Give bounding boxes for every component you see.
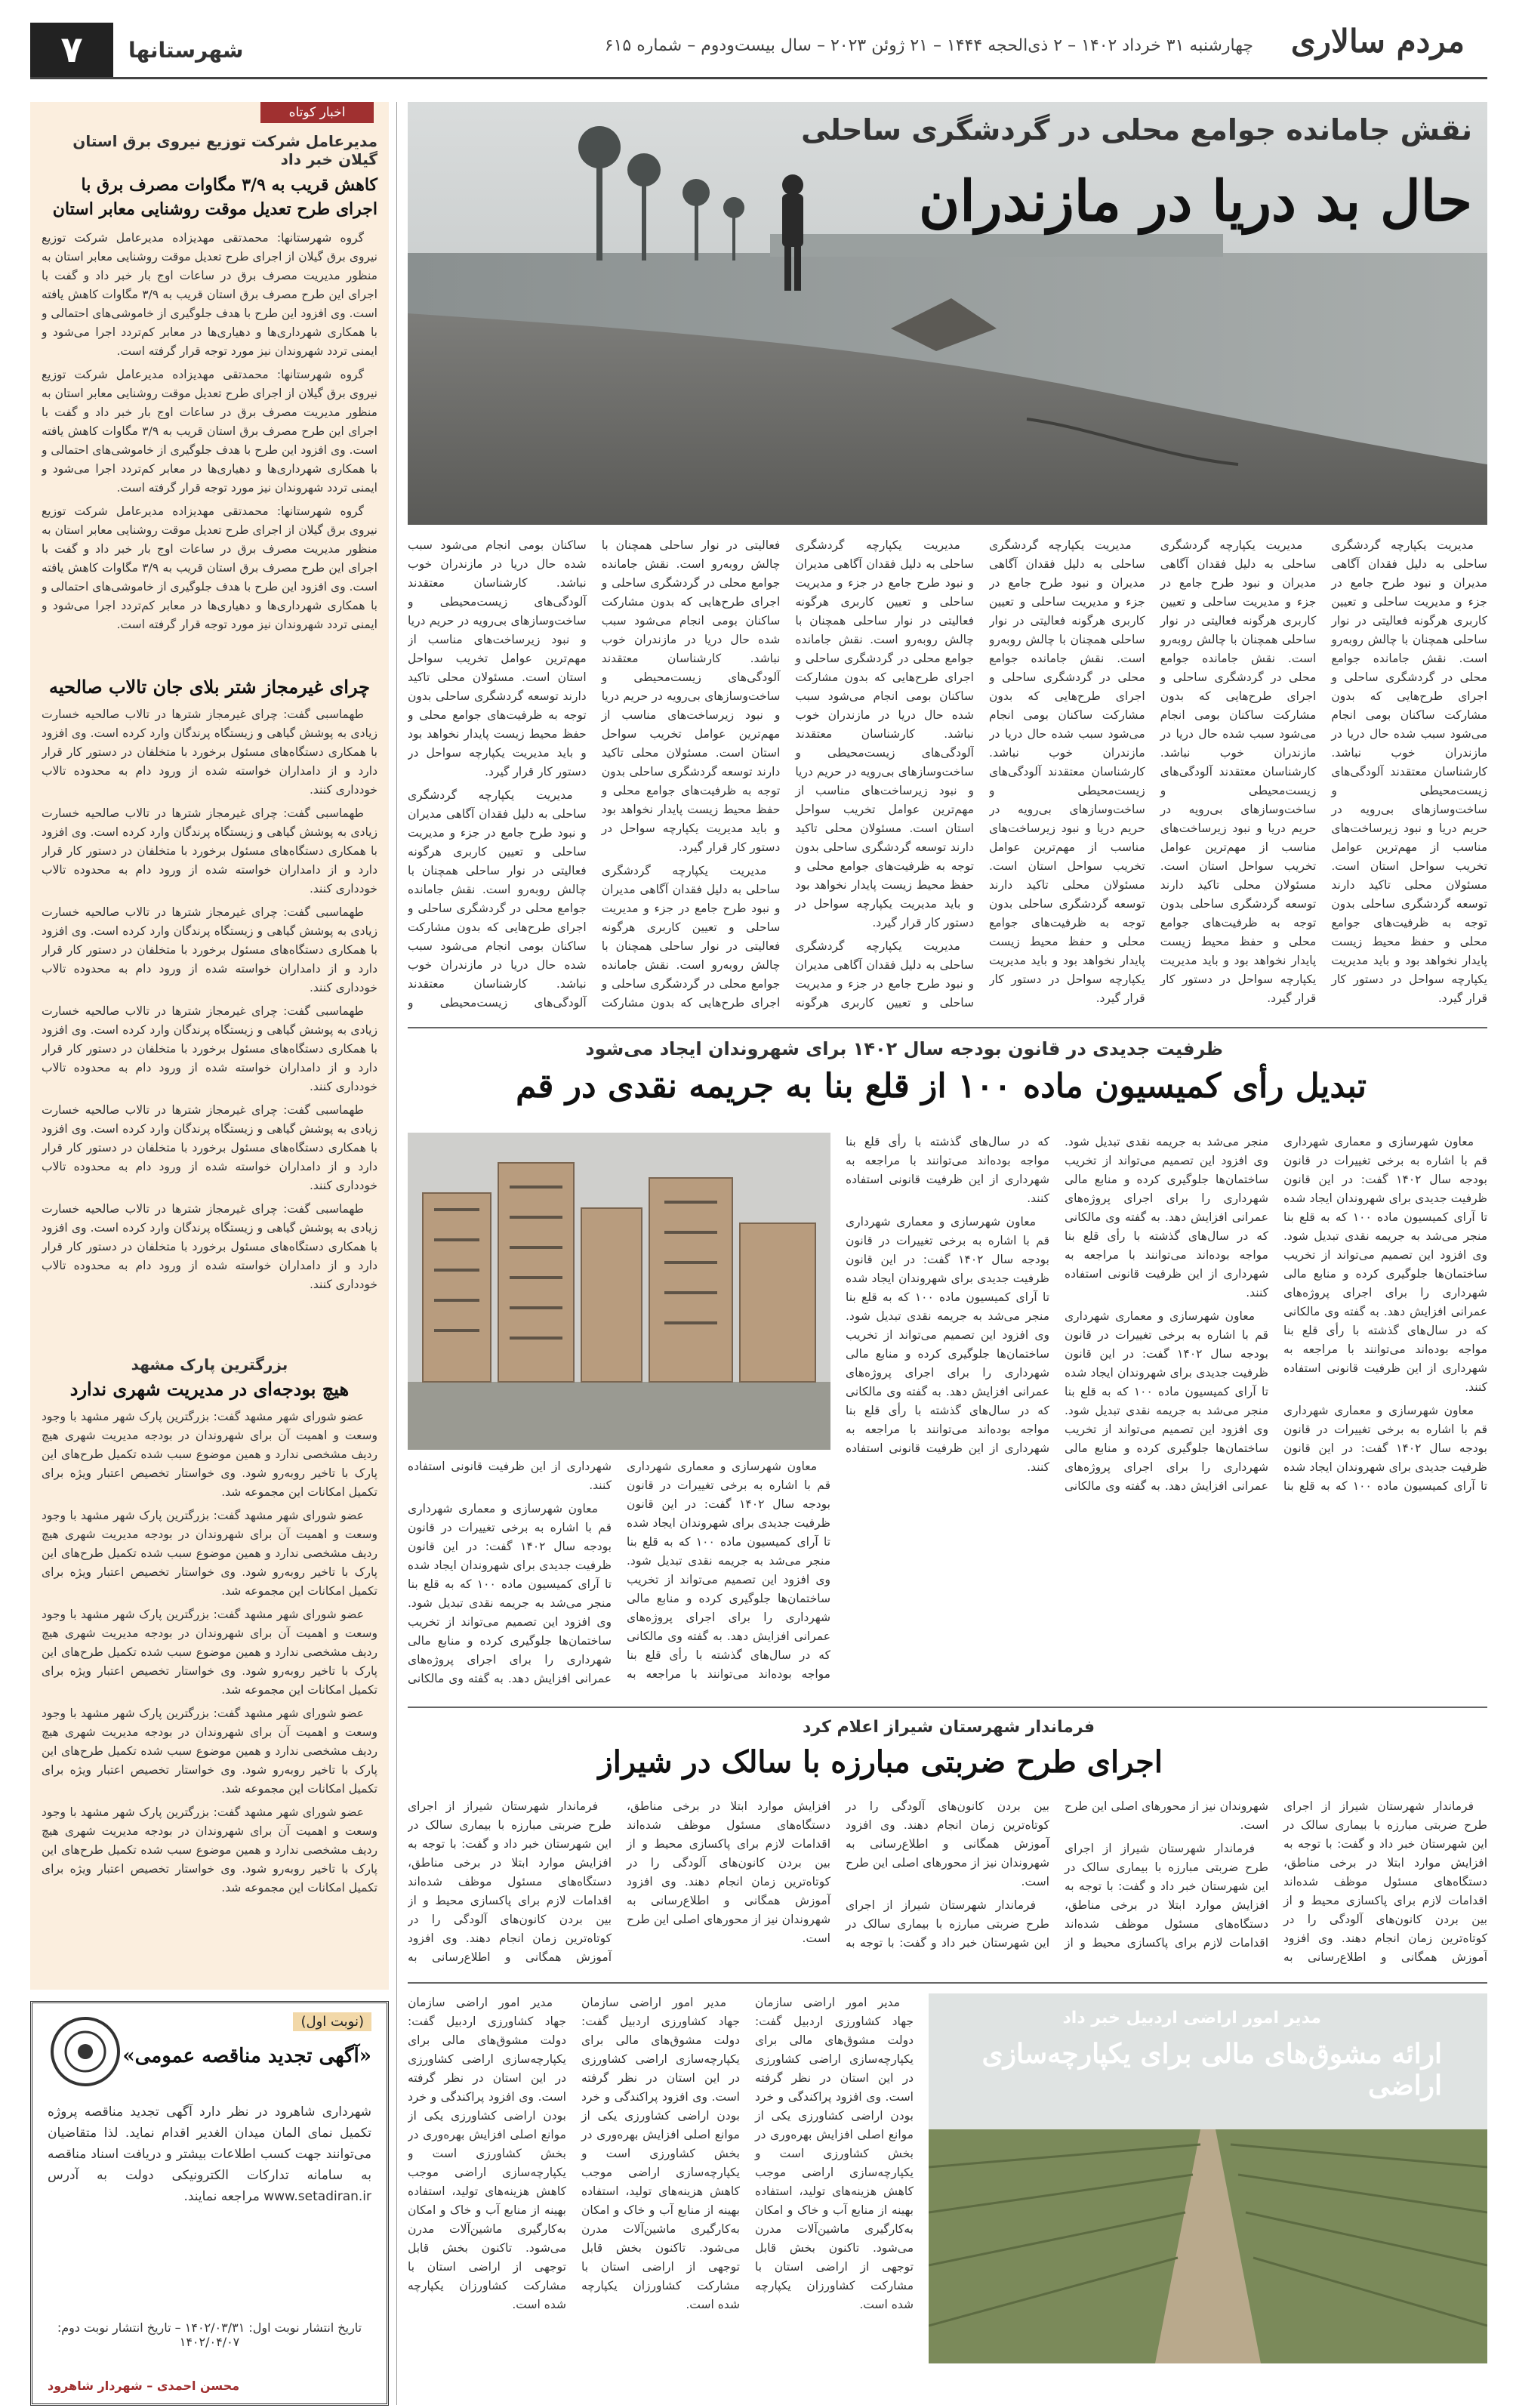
brief-item: بزرگترین پارک مشهد هیچ بودجه‌ای در مدیریت شهری ندارد عضو شورای شهر مشهد گفت: بزرگترین پارک شهر مشهد با وجود وسعت و اهمیت آن برای شهروندان در بودجه مدیریت شهری هیچ ردیف مشخصی ندارد و همین موضوع سبب شده تکمیل طرح‌های این پارک با تاخیر روبه‌رو شود. وی خواستار تخصیص اعتبار ویژه برای تکمیل امکانات این مجموعه شد. عضو شورای شهر مشهد گفت: بزرگترین پارک شهر مشهد با وجود وسعت و اهمیت آن برای شهروندان در بودجه مدیریت شهری هیچ ردیف مشخصی ندارد و همین موضوع سبب شده تکمیل طرح‌های این پارک با تاخیر روبه‌رو شود. وی خواستار تخصیص اعتبار ویژه برای تکمیل امکانات این مجموعه شد. عضو شورای شهر مشهد گفت: بزرگترین پارک شهر مشهد با وجود وسعت و اهمیت آن برای شهروندان در بودجه مدیریت شهری هیچ ردیف مشخصی ندارد و همین موضوع سبب شده تکمیل طرح‌های این پارک با تاخیر روبه‌رو شود. وی خواستار تخصیص اعتبار ویژه برای تکمیل امکانات این مجموعه شد. عضو شورای شهر مشهد گفت: بزرگترین پارک شهر مشهد با وجود وسعت و اهمیت آن برای شهروندان در بودجه مدیریت شهری هیچ ردیف مشخصی ندارد و همین موضوع سبب شده تکمیل طرح‌های این پارک با تاخیر روبه‌رو شود. وی خواستار تخصیص اعتبار ویژه برای تکمیل امکانات این مجموعه شد. عضو شورای شهر مشهد گفت: بزرگترین پارک شهر مشهد با وجود وسعت و اهمیت آن برای شهروندان در بودجه مدیریت شهری هیچ ردیف مشخصی ندارد و همین موضوع سبب شده تکمیل طرح‌های این پارک با تاخیر روبه‌رو شود. وی خواستار تخصیص اعتبار ویژه برای تکمیل امکانات این مجموعه شد. xyxy=(42,1355,377,1895)
brief-news-tag: اخبار کوتاه xyxy=(260,102,374,123)
divider xyxy=(408,1027,1487,1028)
brief-kicker: بزرگترین پارک مشهد xyxy=(131,1355,288,1374)
apartments-photo xyxy=(408,1133,830,1450)
ad-title: «آگهی تجدید مناقصه عمومی» xyxy=(122,2045,371,2067)
ardabil-body: مدیر امور اراضی سازمان جهاد کشاورزی اردبیل گفت: دولت مشوق‌های مالی برای یکپارچه‌سازی اراضی کشاورزی در این استان در نظر گرفته است. وی افزود پراکندگی و خرد بودن اراضی کشاورزی یکی از موانع اصلی افزایش بهره‌وری در بخش کشاورزی است و یکپارچه‌سازی اراضی موجب کاهش هزینه‌های تولید، استفاده بهینه از منابع آب و خاک و امکان به‌کارگیری ماشین‌آلات مدرن می‌شود. تاکنون بخش قابل توجهی از اراضی استان با مشارکت کشاورزان یکپارچه شده است. مدیر امور اراضی سازمان جهاد کشاورزی اردبیل گفت: دولت مشوق‌های مالی برای یکپارچه‌سازی اراضی کشاورزی در این استان در نظر گرفته است. وی افزود پراکندگی و خرد بودن اراضی کشاورزی یکی از موانع اصلی افزایش بهره‌وری در بخش کشاورزی است و یکپارچه‌سازی اراضی موجب کاهش هزینه‌های تولید، استفاده بهینه از منابع آب و خاک و امکان به‌کارگیری ماشین‌آلات مدرن می‌شود. تاکنون بخش قابل توجهی از اراضی استان با مشارکت کشاورزان یکپارچه شده است. مدیر امور اراضی سازمان جهاد کشاورزی اردبیل گفت: دولت مشوق‌های مالی برای یکپارچه‌سازی اراضی کشاورزی در این استان در نظر گرفته است. وی افزود پراکندگی و خرد بودن اراضی کشاورزی یکی از موانع اصلی افزایش بهره‌وری در بخش کشاورزی است و یکپارچه‌سازی اراضی موجب کاهش هزینه‌های تولید، استفاده بهینه از منابع آب و خاک و امکان به‌کارگیری ماشین‌آلات مدرن می‌شود. تاکنون بخش قابل توجهی از اراضی استان با مشارکت کشاورزان یکپارچه شده است. xyxy=(408,1996,914,2311)
page-number: ۷ xyxy=(30,23,113,77)
brief-title: کاهش قریب به ۳/۹ مگاوات مصرف برق با اجرای طرح تعدیل موقت روشنایی معابر استان xyxy=(52,175,377,219)
brief-title: چرای غیرمجاز شتر بلای جان تالاب صالحیه xyxy=(49,676,370,698)
budget-body-continued: معاون شهرسازی و معماری شهرداری قم با اشاره به برخی تغییرات در قانون بودجه سال ۱۴۰۲ گفت: در این قانون ظرفیت جدیدی برای شهروندان ایجاد شده تا آرای کمیسیون ماده ۱۰۰ که به قلع بنا منجر می‌شد به جریمه نقدی تبدیل شود. وی افزود این تصمیم می‌تواند از تخریب ساختمان‌ها جلوگیری کرده و منابع مالی شهرداری را برای اجرای پروژه‌های عمرانی افزایش دهد. به گفته وی مالکانی که در سال‌های گذشته با رأی قلع بنا مواجه بوده‌اند می‌توانند با مراجعه به شهرداری از این ظرفیت قانونی استفاده کنند. معاون شهرسازی و معماری شهرداری قم با اشاره به برخی تغییرات در قانون بودجه سال ۱۴۰۲ گفت: در این قانون ظرفیت جدیدی برای شهروندان ایجاد شده تا آرای کمیسیون ماده ۱۰۰ که به قلع بنا منجر می‌شد به جریمه نقدی تبدیل شود. وی افزود این تصمیم می‌تواند از تخریب ساختمان‌ها جلوگیری کرده و منابع مالی شهرداری را برای اجرای پروژه‌های عمرانی افزایش دهد. به گفته وی مالکانی xyxy=(408,1460,830,1685)
lead-body: مدیریت یکپارچه گردشگری ساحلی به دلیل فقدان آگاهی مدیران و نبود طرح جامع در جزء و مدیریت ساحلی و تعیین کاربری هرگونه فعالیتی در نوار ساحلی همچنان با چالش روبه‌رو است. نقش جامانده جوامع محلی در گردشگری ساحلی و اجرای طرح‌هایی که بدون مشارکت ساکنان بومی انجام می‌شود سبب شده حال دریا در مازندران خوب نباشد. کارشناسان معتقدند آلودگی‌های زیست‌محیطی و ساخت‌وسازهای بی‌رویه در حریم دریا و نبود زیرساخت‌های مناسب از مهم‌ترین عوامل تخریب سواحل استان است. مسئولان محلی تاکید دارند توسعه گردشگری ساحلی بدون توجه به ظرفیت‌های جوامع محلی و حفظ محیط زیست پایدار نخواهد بود و باید مدیریت یکپارچه سواحل در دستور کار قرار گیرد. مدیریت یکپارچه گردشگری ساحلی به دلیل فقدان آگاهی مدیران و نبود طرح جامع در جزء و مدیریت ساحلی و تعیین کاربری هرگونه فعالیتی در نوار ساحلی همچنان با چالش روبه‌رو است. نقش جامانده جوامع محلی در گردشگری ساحلی و اجرای طرح‌هایی که بدون مشارکت ساکنان بومی انجام می‌شود سبب شده حال دریا در مازندران خوب نباشد. کارشناسان معتقدند آلودگی‌های زیست‌محیطی و ساخت‌وسازهای بی‌رویه در حریم دریا و نبود زیرساخت‌های مناسب از مهم‌ترین عوامل تخریب سواحل استان است. مسئولان محلی تاکید دارند توسعه گردشگری ساحلی بدون توجه به ظرفیت‌های جوامع محلی و حفظ محیط زیست پایدار نخواهد بود و باید مدیریت یکپارچه سواحل در دستور کار قرار گیرد. مدیریت یکپارچه گردشگری ساحلی به دلیل فقدان آگاهی مدیران و نبود طرح جامع در جزء و مدیریت ساحلی و تعیین کاربری هرگونه فعالیتی در نوار ساحلی همچنان با چالش روبه‌رو است. نقش جامانده جوامع محلی در گردشگری ساحلی و اجرای طرح‌هایی که بدون مشارکت ساکنان بومی انجام می‌شود سبب شده حال دریا در مازندران خوب نباشد. کارشناسان معتقدند آلودگی‌های زیست‌محیطی و ساخت‌وسازهای بی‌رویه در حریم دریا و نبود زیرساخت‌های مناسب از مهم‌ترین عوامل تخریب سواحل استان است. مسئولان محلی تاکید دارند توسعه گردشگری ساحلی بدون توجه به ظرفیت‌های جوامع محلی و حفظ محیط زیست پایدار نخواهد بود و باید مدیریت یکپارچه سواحل در دستور کار قرار گیرد. xyxy=(989,538,1487,1005)
column-divider xyxy=(396,102,397,2405)
budget-photo xyxy=(408,1133,830,1450)
ad-dates: تاریخ انتشار نوبت اول: ۱۴۰۲/۰۳/۳۱ – تاریخ انتشار نوبت دوم: ۱۴۰۲/۰۴/۰۷ xyxy=(57,2320,362,2349)
brief-item: مدیرعامل شرکت توزیع نیروی برق استان گیلان خبر داد کاهش قریب به ۳/۹ مگاوات مصرف برق با اجرای طرح تعدیل موقت روشنایی معابر استان گروه شهرستانها: محمدتقی مهدیزاده مدیرعامل شرکت توزیع نیروی برق گیلان از اجرای طرح تعدیل موقت روشنایی معابر استان به منظور مدیریت مصرف برق در ساعات اوج بار خبر داد و گفت با اجرای این طرح مصرف برق استان قریب به ۳/۹ مگاوات کاهش یافته است. وی افزود این طرح با هدف جلوگیری از خاموشی‌های احتمالی و با همکاری شهرداری‌ها و دهیاری‌ها در معابر کم‌تردد اجرا می‌شود و ایمنی تردد شهروندان نیز مورد توجه قرار گرفته است. گروه شهرستانها: محمدتقی مهدیزاده مدیرعامل شرکت توزیع نیروی برق گیلان از اجرای طرح تعدیل موقت روشنایی معابر استان به منظور مدیریت مصرف برق در ساعات اوج بار خبر داد و گفت با اجرای این طرح مصرف برق استان قریب به ۳/۹ مگاوات کاهش یافته است. وی افزود این طرح با هدف جلوگیری از خاموشی‌های احتمالی و با همکاری شهرداری‌ها و دهیاری‌ها در معابر کم‌تردد اجرا می‌شود و ایمنی تردد شهروندان نیز مورد توجه قرار گرفته است. گروه شهرستانها: محمدتقی مهدیزاده مدیرعامل شرکت توزیع نیروی برق گیلان از اجرای طرح تعدیل موقت روشنایی معابر استان به منظور مدیریت مصرف برق در ساعات اوج بار خبر داد و گفت با اجرای این طرح مصرف برق استان قریب به ۳/۹ مگاوات کاهش یافته است. وی افزود این طرح با هدف جلوگیری از خاموشی‌های احتمالی و با همکاری شهرداری‌ها و دهیاری‌ها در معابر کم‌تردد اجرا می‌شود و ایمنی تردد شهروندان نیز مورد توجه قرار گرفته است. xyxy=(42,132,377,631)
shiraz-title: اجرای طرح ضربتی مبارزه با سالک در شیراز xyxy=(598,1744,1163,1780)
ad-body: شهرداری شاهرود در نظر دارد آگهی تجدید مناقصه پروژه تکمیل نمای المان میدان الغدیر اقدام نماید. لذا متقاضیان می‌توانند جهت کسب اطلاعات بیشتر و دریافت اسناد مناقصه به سامانه تدارکات الکترونیکی دولت به آدرس www.setadiran.ir مراجعه نمایند. xyxy=(48,2104,371,2204)
masthead xyxy=(30,23,1487,79)
budget-body: معاون شهرسازی و معماری شهرداری قم با اشاره به برخی تغییرات در قانون بودجه سال ۱۴۰۲ گفت: در این قانون ظرفیت جدیدی برای شهروندان ایجاد شده تا آرای کمیسیون ماده ۱۰۰ که به قلع بنا منجر می‌شد به جریمه نقدی تبدیل شود. وی افزود این تصمیم می‌تواند از تخریب ساختمان‌ها جلوگیری کرده و منابع مالی شهرداری را برای اجرای پروژه‌های عمرانی افزایش دهد. به گفته وی مالکانی که در سال‌های گذشته با رأی قلع بنا مواجه بوده‌اند می‌توانند با مراجعه به شهرداری از این ظرفیت قانونی استفاده کنند. معاون شهرسازی و معماری شهرداری قم با اشاره به برخی تغییرات در قانون بودجه سال ۱۴۰۲ گفت: در این قانون ظرفیت جدیدی برای شهروندان ایجاد شده تا آرای کمیسیون ماده ۱۰۰ که به قلع بنا منجر می‌شد به جریمه نقدی تبدیل شود. وی افزود این تصمیم می‌تواند از تخریب ساختمان‌ها جلوگیری کرده و منابع مالی شهرداری را برای اجرای پروژه‌های عمرانی افزایش دهد. به گفته وی مالکانی که در سال‌های گذشته با رأی قلع بنا مواجه بوده‌اند می‌توانند با مراجعه به شهرداری از این ظرفیت قانونی استفاده کنند. معاون شهرسازی و معماری شهرداری قم با اشاره به برخی تغییرات در قانون بودجه سال ۱۴۰۲ گفت: در این قانون ظرفیت جدیدی برای شهروندان ایجاد شده تا آرای کمیسیون ماده ۱۰۰ که به قلع بنا منجر می‌شد به جریمه نقدی تبدیل شود. وی افزود این تصمیم می‌تواند از تخریب ساختمان‌ها جلوگیری کرده و منابع مالی شهرداری را برای اجرای پروژه‌های عمرانی افزایش دهد. به گفته وی مالکانی که در سال‌های گذشته با رأی قلع بنا مواجه بوده‌اند می‌توانند با مراجعه به شهرداری از این ظرفیت قانونی استفاده کنند. معاون شهرسازی و معماری شهرداری قم با اشاره به برخی تغییرات در قانون بودجه سال ۱۴۰۲ گفت: در این قانون ظرفیت جدیدی برای شهروندان ایجاد شده تا آرای کمیسیون ماده ۱۰۰ که به قلع بنا منجر می‌شد به جریمه نقدی تبدیل شود. وی افزود این تصمیم می‌تواند از تخریب ساختمان‌ها جلوگیری کرده و منابع مالی شهرداری را برای اجرای پروژه‌های عمرانی افزایش دهد. به گفته وی مالکانی که در سال‌های گذشته با رأی قلع بنا مواجه بوده‌اند می‌توانند با مراجعه به شهرداری از این ظرفیت قانونی استفاده کنند. xyxy=(846,1135,1487,1493)
budget-kicker: ظرفیت جدیدی در قانون بودجه سال ۱۴۰۲ برای شهروندان ایجاد می‌شود xyxy=(585,1038,1223,1059)
lead-title: حال بد دریا در مازندران xyxy=(918,169,1472,234)
budget-title: تبدیل رأی کمیسیون ماده ۱۰۰ از قلع بنا به جریمه نقدی در قم xyxy=(516,1067,1367,1105)
shiraz-body: فرماندار شهرستان شیراز از اجرای طرح ضربتی مبارزه با بیماری سالک در این شهرستان خبر داد و گفت: با توجه به افزایش موارد ابتلا در برخی مناطق، دستگاه‌های مسئول موظف شده‌اند اقدامات لازم برای پاکسازی محیط و از بین بردن کانون‌های آلودگی را در کوتاه‌ترین زمان انجام دهند. وی افزود آموزش همگانی و اطلاع‌رسانی به شهروندان نیز از محورهای اصلی این طرح است. فرماندار شهرستان شیراز از اجرای طرح ضربتی مبارزه با بیماری سالک در این شهرستان خبر داد و گفت: با توجه به افزایش موارد ابتلا در برخی مناطق، دستگاه‌های مسئول موظف شده‌اند اقدامات لازم برای پاکسازی محیط و از بین بردن کانون‌های آلودگی را در کوتاه‌ترین زمان انجام دهند. وی افزود آموزش همگانی و اطلاع‌رسانی به شهروندان نیز از محورهای اصلی این طرح است. فرماندار شهرستان شیراز از اجرای طرح ضربتی مبارزه با بیماری سالک در این شهرستان خبر داد و گفت: با توجه به افزایش موارد ابتلا در برخی مناطق، دستگاه‌های مسئول موظف شده‌اند اقدامات لازم برای پاکسازی محیط و از بین بردن کانون‌های آلودگی را در کوتاه‌ترین زمان انجام دهند. وی افزود آموزش همگانی و اطلاع‌رسانی به شهروندان نیز از محورهای اصلی این طرح است. فرماندار شهرستان شیراز از اجرای طرح ضربتی مبارزه با بیماری سالک در این شهرستان خبر داد و گفت: با توجه به افزایش موارد ابتلا در برخی مناطق، دستگاه‌های مسئول موظف شده‌اند اقدامات لازم برای پاکسازی محیط و از بین بردن کانون‌های آلودگی را در کوتاه‌ترین زمان انجام دهند. وی افزود آموزش همگانی و اطلاع‌رسانی به xyxy=(408,1799,1487,1964)
ardabil-title: ارائه مشوق‌های مالی برای یکپارچه‌سازی اراضی xyxy=(981,2038,1442,2101)
section-title: شهرستانها xyxy=(128,38,244,63)
lead-kicker: نقش جامانده جوامع محلی در گردشگری ساحلی xyxy=(801,113,1472,146)
newspaper-logo: مردم سالاری xyxy=(1290,23,1465,60)
ardabil-kicker: مدیر امور اراضی اردبیل خبر داد xyxy=(1062,2009,1321,2027)
ad-signature: محسن احمدی – شهردار شاهرود xyxy=(48,2379,240,2393)
ad-notice-tag: (نوبت اول) xyxy=(293,2012,371,2031)
brief-title: هیچ بودجه‌ای در مدیریت شهری ندارد xyxy=(69,1378,350,1400)
municipality-logo-icon xyxy=(48,2014,123,2089)
divider xyxy=(408,1707,1487,1708)
brief-kicker: مدیرعامل شرکت توزیع نیروی برق استان گیلان خبر داد xyxy=(72,132,377,168)
issue-line: چهارشنبه ۳۱ خرداد ۱۴۰۲ – ۲ ذی‌الحجه ۱۴۴۴ – ۲۱ ژوئن ۲۰۲۳ – سال بیست‌ودوم – شماره ۶۱۵ xyxy=(604,36,1253,55)
lead-body-continued: مدیریت یکپارچه گردشگری ساحلی به دلیل فقدان آگاهی مدیران و نبود طرح جامع در جزء و مدیریت ساحلی و تعیین کاربری هرگونه فعالیتی در نوار ساحلی همچنان با چالش روبه‌رو است. نقش جامانده جوامع محلی در گردشگری ساحلی و اجرای طرح‌هایی که بدون مشارکت ساکنان بومی انجام می‌شود سبب شده حال دریا در مازندران خوب نباشد. کارشناسان معتقدند آلودگی‌های زیست‌محیطی و ساخت‌وسازهای بی‌رویه در حریم دریا و نبود زیرساخت‌های مناسب از مهم‌ترین عوامل تخریب سواحل استان است. مسئولان محلی تاکید دارند توسعه گردشگری ساحلی بدون توجه به ظرفیت‌های جوامع محلی و حفظ محیط زیست پایدار نخواهد بود و باید مدیریت یکپارچه سواحل در دستور کار قرار گیرد. مدیریت یکپارچه گردشگری ساحلی به دلیل فقدان آگاهی مدیران و نبود طرح جامع در جزء و مدیریت ساحلی و تعیین کاربری هرگونه فعالیتی در نوار ساحلی همچنان با چالش روبه‌رو است. نقش جامانده جوامع محلی در گردشگری ساحلی و اجرای طرح‌هایی که بدون مشارکت ساکنان بومی انجام می‌شود سبب شده حال دریا در مازندران خوب نباشد. کارشناسان معتقدند آلودگی‌های زیست‌محیطی و ساخت‌وسازهای بی‌رویه در حریم دریا و نبود زیرساخت‌های مناسب از مهم‌ترین عوامل تخریب سواحل استان است. مسئولان محلی تاکید دارند توسعه گردشگری ساحلی بدون توجه به ظرفیت‌های جوامع محلی و حفظ محیط زیست پایدار نخواهد بود و باید مدیریت یکپارچه سواحل در دستور کار قرار گیرد. مدیریت یکپارچه گردشگری ساحلی به دلیل فقدان آگاهی مدیران و نبود طرح جامع در جزء و مدیریت ساحلی و تعیین کاربری هرگونه فعالیتی در نوار ساحلی همچنان با چالش روبه‌رو است. نقش جامانده جوامع محلی در گردشگری ساحلی و اجرای طرح‌هایی که بدون مشارکت ساکنان بومی انجام می‌شود سبب شده حال دریا در مازندران خوب نباشد. کارشناسان معتقدند آلودگی‌های زیست‌محیطی و ساخت‌وسازهای بی‌رویه در حریم دریا و نبود زیرساخت‌های مناسب از مهم‌ترین عوامل تخریب سواحل استان است. مسئولان محلی تاکید دارند توسعه گردشگری ساحلی بدون توجه به ظرفیت‌های جوامع محلی و حفظ محیط زیست پایدار نخواهد بود و باید مدیریت یکپارچه سواحل در دستور کار قرار گیرد. مدیریت یکپارچه گردشگری ساحلی به دلیل فقدان آگاهی مدیران و نبود طرح جامع در جزء و مدیریت ساحلی و تعیین کاربری هرگونه فعالیتی در نوار ساحلی همچنان با چالش روبه‌رو است. نقش جامانده جوامع محلی در گردشگری ساحلی و اجرای طرح‌هایی که بدون مشارکت ساکنان بومی انجام می‌شود سبب شده حال دریا در مازندران خوب نباشد. کارشناسان معتقدند آلودگی‌های زیست‌محیطی و xyxy=(408,538,974,1010)
tender-advertisement xyxy=(30,2001,389,2406)
brief-item: چرای غیرمجاز شتر بلای جان تالاب صالحیه طهماسبی گفت: چرای غیرمجاز شترها در تالاب صالحیه خسارت زیادی به پوشش گیاهی و زیستگاه پرندگان وارد کرده است. وی افزود با همکاری دستگاه‌های مسئول برخورد با متخلفان در دستور کار قرار دارد و از دامداران خواسته شده از ورود دام به محدوده تالاب خودداری کنند. طهماسبی گفت: چرای غیرمجاز شترها در تالاب صالحیه خسارت زیادی به پوشش گیاهی و زیستگاه پرندگان وارد کرده است. وی افزود با همکاری دستگاه‌های مسئول برخورد با متخلفان در دستور کار قرار دارد و از دامداران خواسته شده از ورود دام به محدوده تالاب خودداری کنند. طهماسبی گفت: چرای غیرمجاز شترها در تالاب صالحیه خسارت زیادی به پوشش گیاهی و زیستگاه پرندگان وارد کرده است. وی افزود با همکاری دستگاه‌های مسئول برخورد با متخلفان در دستور کار قرار دارد و از دامداران خواسته شده از ورود دام به محدوده تالاب خودداری کنند. طهماسبی گفت: چرای غیرمجاز شترها در تالاب صالحیه خسارت زیادی به پوشش گیاهی و زیستگاه پرندگان وارد کرده است. وی افزود با همکاری دستگاه‌های مسئول برخورد با متخلفان در دستور کار قرار دارد و از دامداران خواسته شده از ورود دام به محدوده تالاب خودداری کنند. طهماسبی گفت: چرای غیرمجاز شترها در تالاب صالحیه خسارت زیادی به پوشش گیاهی و زیستگاه پرندگان وارد کرده است. وی افزود با همکاری دستگاه‌های مسئول برخورد با متخلفان در دستور کار قرار دارد و از دامداران خواسته شده از ورود دام به محدوده تالاب خودداری کنند. طهماسبی گفت: چرای غیرمجاز شترها در تالاب صالحیه خسارت زیادی به پوشش گیاهی و زیستگاه پرندگان وارد کرده است. وی افزود با همکاری دستگاه‌های مسئول برخورد با متخلفان در دستور کار قرار دارد و از دامداران خواسته شده از ورود دام به محدوده تالاب خودداری کنند. xyxy=(42,676,377,1291)
divider xyxy=(408,1982,1487,1984)
shiraz-kicker: فرماندار شهرستان شیراز اعلام کرد xyxy=(803,1718,1095,1737)
brief-news-sidebar xyxy=(30,102,389,1990)
